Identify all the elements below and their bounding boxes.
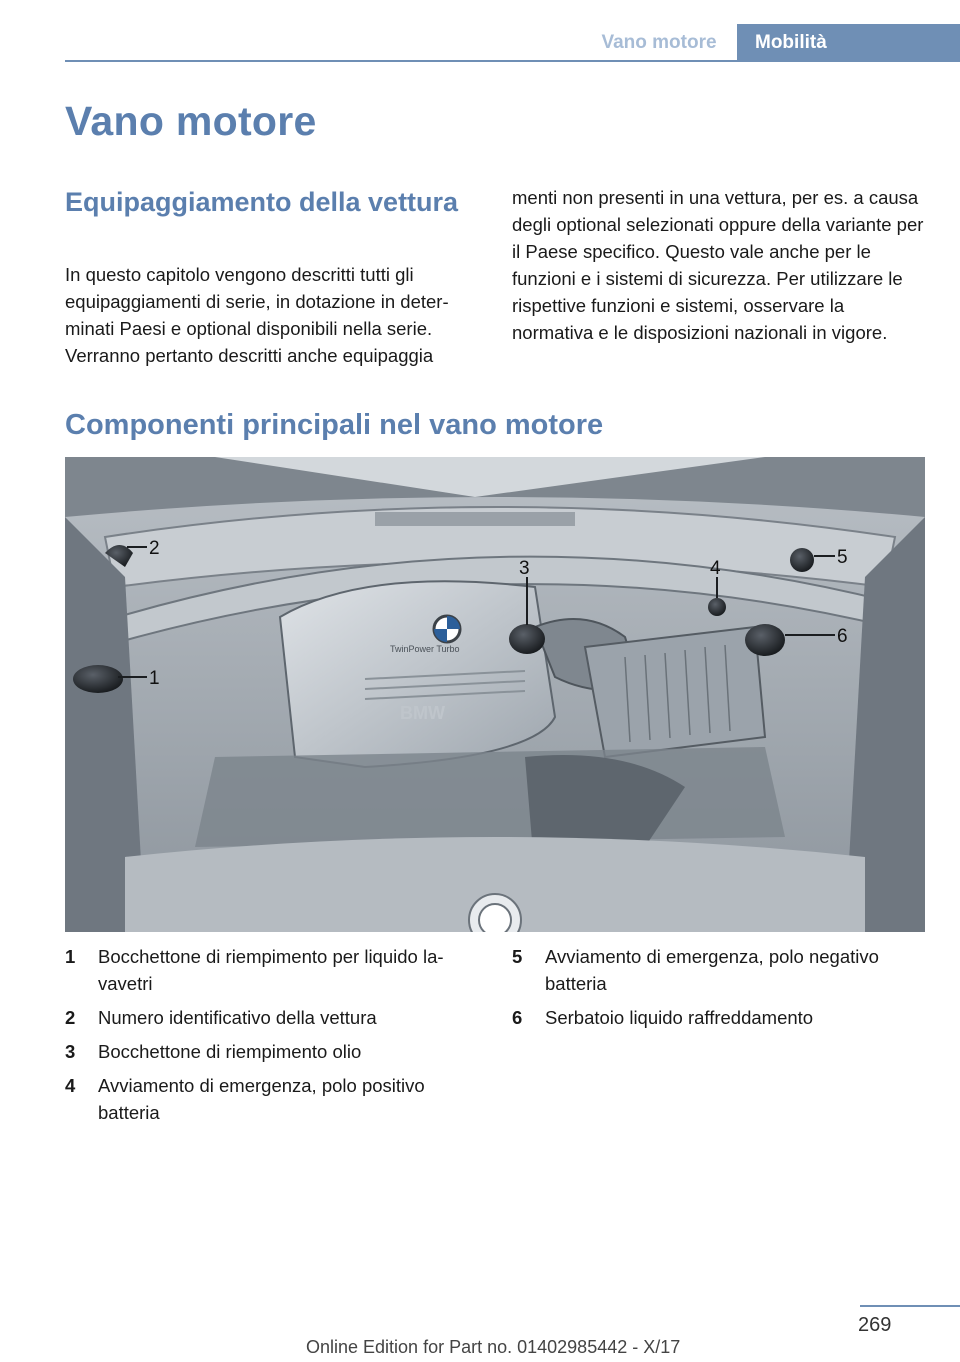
legend-text: Bocchettone di riempimento olio — [98, 1041, 362, 1062]
engine-brand-text: BMW — [400, 703, 445, 723]
legend-item — [65, 943, 475, 997]
engine-cover-text: TwinPower Turbo — [390, 644, 460, 654]
coolant-reservoir-cap — [745, 624, 785, 656]
equipment-heading: Equipaggiamento della vettura — [65, 187, 459, 217]
equipment-paragraph-col2: menti non presenti in una vettura, per es. a causa degli optional selezionati oppure della variante per il Paese specifico. Questo vale anche per le funzioni e i sistemi di sicurezza. Per utilizzare le rispettive funzioni e sistemi, osservare la normativa e le disposizioni nazionali in vigore. — [512, 187, 924, 343]
legend-number: 1 — [65, 946, 76, 967]
positive-terminal — [708, 598, 726, 616]
oil-filler-cap — [509, 624, 545, 654]
legend-item — [65, 1038, 475, 1065]
legend-text: Avviamento di emergenza, polo positivo batteria — [98, 1075, 425, 1123]
legend-number: 3 — [65, 1041, 76, 1062]
footer-rule — [860, 1305, 960, 1307]
legend-number: 5 — [512, 946, 523, 967]
page-title: Vano motore — [65, 98, 317, 144]
legend-left-column — [65, 943, 475, 1133]
legend-number: 6 — [512, 1007, 523, 1028]
image-label-1: 1 — [149, 668, 160, 689]
image-label-2: 2 — [149, 538, 160, 559]
legend-item — [512, 1004, 922, 1031]
image-label-6: 6 — [837, 626, 848, 647]
legend-text: Bocchettone di riempimento per liquido lavavetri — [98, 946, 444, 994]
legend-item — [512, 943, 922, 997]
image-label-3: 3 — [519, 558, 530, 579]
engine-bay-photo — [65, 457, 925, 932]
image-label-5: 5 — [837, 547, 848, 568]
washer-fluid-cap — [73, 665, 123, 693]
legend-number: 4 — [65, 1075, 76, 1096]
legend-text: Avviamento di emergenza, polo negativo batteria — [545, 946, 879, 994]
legend-item — [65, 1004, 475, 1031]
legend-number: 2 — [65, 1007, 76, 1028]
page-number: 269 — [858, 1314, 892, 1336]
legend-text: Serbatoio liquido raffreddamento — [545, 1007, 814, 1028]
components-heading: Componenti principali nel vano motore — [65, 409, 604, 441]
legend-item — [65, 1072, 475, 1126]
header-chapter-tab[interactable]: Mobilità — [737, 24, 960, 62]
header-section-tab[interactable]: Vano motore — [601, 32, 717, 53]
edition-footer: Online Edition for Part no. 01402985442 - X/17 — [306, 1337, 681, 1357]
legend-text: Numero identificativo della vettura — [98, 1007, 377, 1028]
legend-right-column — [512, 943, 922, 1038]
equipment-paragraph-col1: In questo capitolo vengono descritti tutti gli equipaggiamenti di serie, in dotazione in determinati Paesi e optional disponibili nella serie. Verranno pertanto descritti anche equipaggia — [65, 264, 449, 366]
image-label-4: 4 — [710, 558, 721, 579]
negative-terminal — [790, 548, 814, 572]
